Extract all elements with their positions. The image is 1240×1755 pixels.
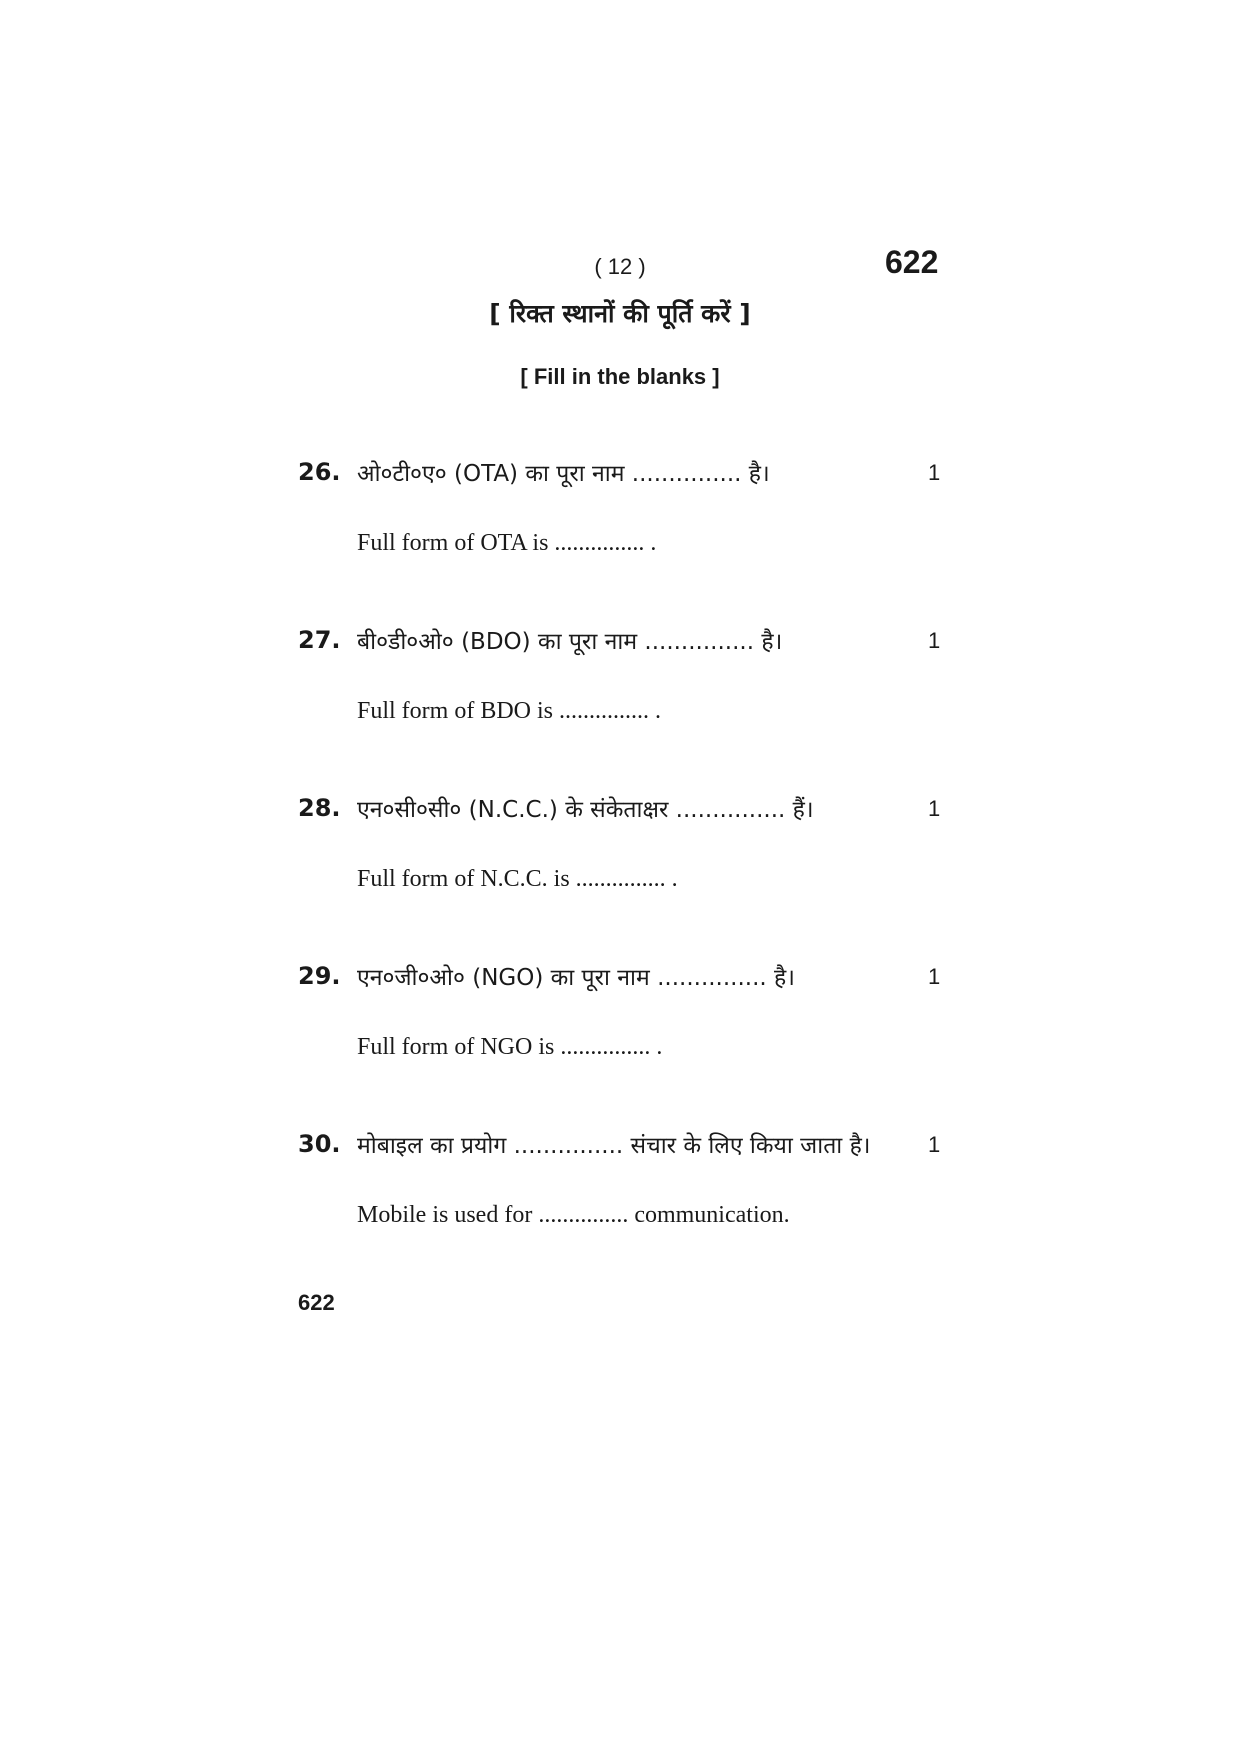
question-30-marks: 1 — [928, 1132, 941, 1157]
page-number: ( 12 ) — [594, 254, 646, 279]
paper-code-header: 622 — [885, 244, 939, 280]
question-26-hindi: ओ०टी०ए० (OTA) का पूरा नाम ............... है। — [357, 461, 770, 487]
question-30-number: 30. — [298, 1130, 341, 1158]
question-29-marks: 1 — [928, 964, 941, 989]
question-26-number: 26. — [298, 458, 341, 486]
question-30-hindi: मोबाइल का प्रयोग ............... संचार के लिए किया जाता है। — [357, 1133, 871, 1159]
question-27-hindi: बी०डी०ओ० (BDO) का पूरा नाम ............... है। — [357, 629, 783, 655]
question-27-number: 27. — [298, 626, 341, 654]
question-28-hindi: एन०सी०सी० (N.C.C.) के संकेताक्षर ............... हैं। — [357, 797, 814, 823]
paper-code-footer: 622 — [298, 1290, 335, 1315]
section-title-english: [ Fill in the blanks ] — [520, 364, 720, 389]
question-29-hindi: एन०जी०ओ० (NGO) का पूरा नाम ............... है। — [357, 965, 795, 991]
question-26-marks: 1 — [928, 460, 941, 485]
question-27-english: Full form of BDO is ............... . — [357, 698, 662, 724]
section-title-hindi: [ रिक्त स्थानों की पूर्ति करें ] — [489, 299, 751, 328]
question-26-english: Full form of OTA is ............... . — [357, 530, 657, 556]
question-28-number: 28. — [298, 794, 341, 822]
question-27-marks: 1 — [928, 628, 941, 653]
question-29-english: Full form of NGO is ............... . — [357, 1034, 663, 1060]
question-30-english: Mobile is used for ............... communication. — [357, 1202, 790, 1228]
question-29-number: 29. — [298, 962, 341, 990]
question-28-marks: 1 — [928, 796, 941, 821]
question-28-english: Full form of N.C.C. is ............... . — [357, 866, 678, 892]
